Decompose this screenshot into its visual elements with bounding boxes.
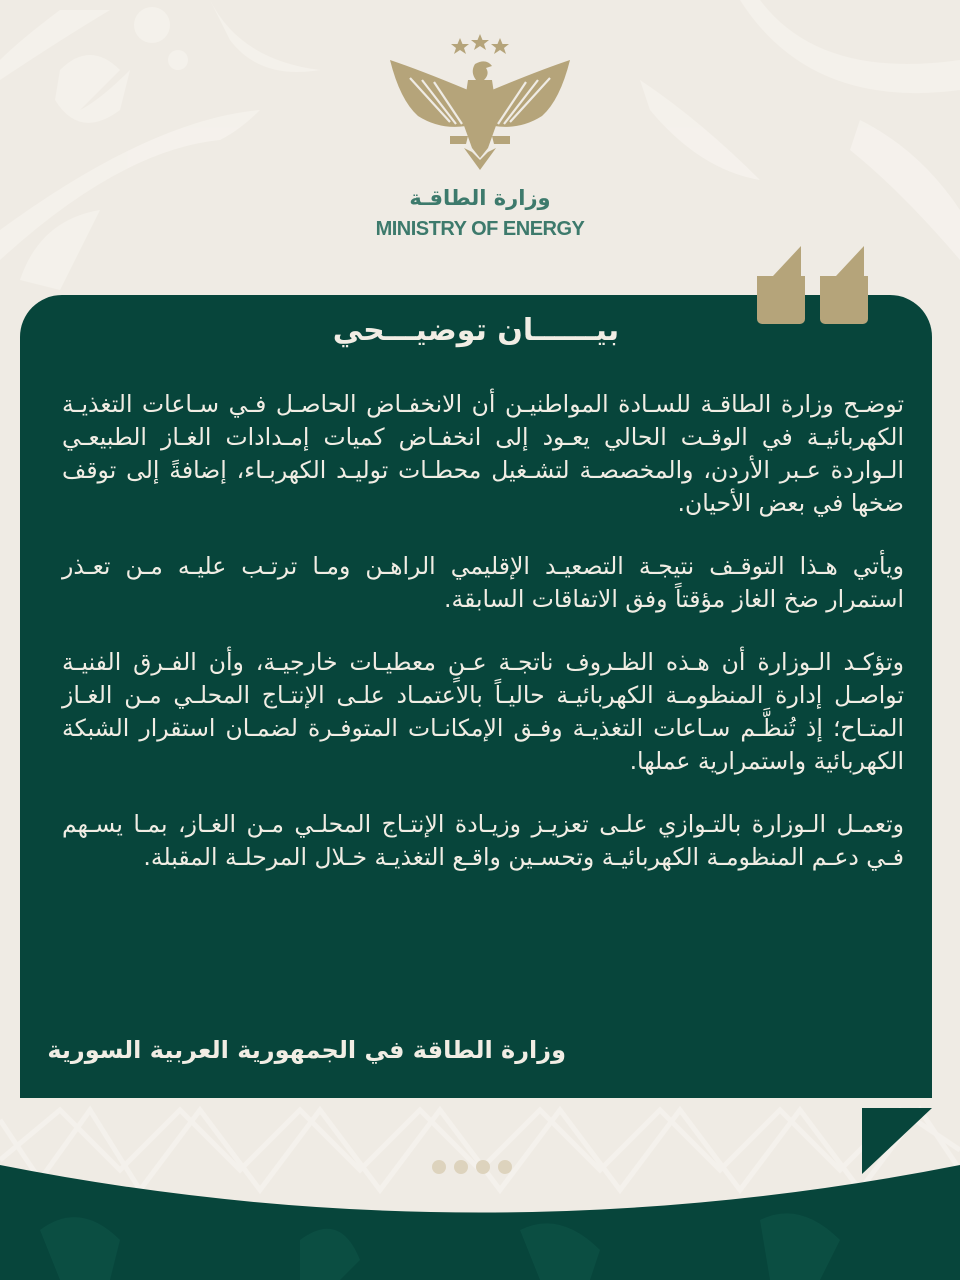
star-icon [491,38,509,54]
statement-signature: وزارة الطاقة في الجمهورية العربية السورية [47,1036,566,1064]
ministry-name-english: MINISTRY OF ENERGY [375,218,585,240]
page-dot[interactable] [432,1160,446,1174]
statement-title: بيــــــان توضيـــحي [332,313,620,348]
page-dot[interactable] [476,1160,490,1174]
bottom-wave-decoration [0,1160,960,1280]
statement-paragraph: توضـح وزارة الطاقـة للسـادة المواطنيـن أن الانخفـاض الحاصـل فـي سـاعات التغذيـة الكهربائيـة في الوقـت الحالي يعـود إلى انخفـاض كميات إمـدادات الغـاز الطبيعـي الـواردة عـبر الأردن، والمخصصـة لتشـغيل محطـات توليـد الكهربـاء، إضافةً إلى توقف ضخها في بعض الأحيان. [62,390,904,517]
statement-paragraph: وتعمـل الـوزارة بالتـوازي علـى تعزيـز وزيـادة الإنتـاج المحلـي مـن الغـاز، بمـا يسـهم فـي دعـم المنظومـة الكهربائيـة وتحسـين واقـع التغذيـة خـلال المرحلـة المقبلة. [62,810,904,871]
page-dot[interactable] [498,1160,512,1174]
page-dot[interactable] [454,1160,468,1174]
star-icon [471,34,489,50]
ministry-name-arabic: وزارة الطاقـة [409,186,551,210]
pagination-dots [432,1160,512,1174]
statement-body [62,388,904,904]
statement-paragraph: وتؤكـد الـوزارة أن هـذه الظـروف ناتجـة عـنٍ معطيـات خارجيـة، وأن الفـرق الفنيـة تواصـل إدارة المنظومـة الكهربائيـة حاليـاً بالاعتمـاد علـى الإنتـاج المحلـي مـن الغـاز المتـاح؛ إذ تُنظَّـم سـاعات التغذيـة وفـق الإمكانـات المتوفـرة لضمـان استقرار الشبكة الكهربائية واستمرارية عملها. [62,648,904,775]
statement-paragraph: ويأتي هـذا التوقـف نتيجـة التصعيـد الإقليمي الراهـن ومـا ترتـب عليـه مـن تعـذر استمرار ضخ الغاز مؤقتاً وفق الاتفاقات السابقة. [62,552,904,613]
ministry-eagle-logo-icon [380,30,580,180]
star-icon [451,38,469,54]
